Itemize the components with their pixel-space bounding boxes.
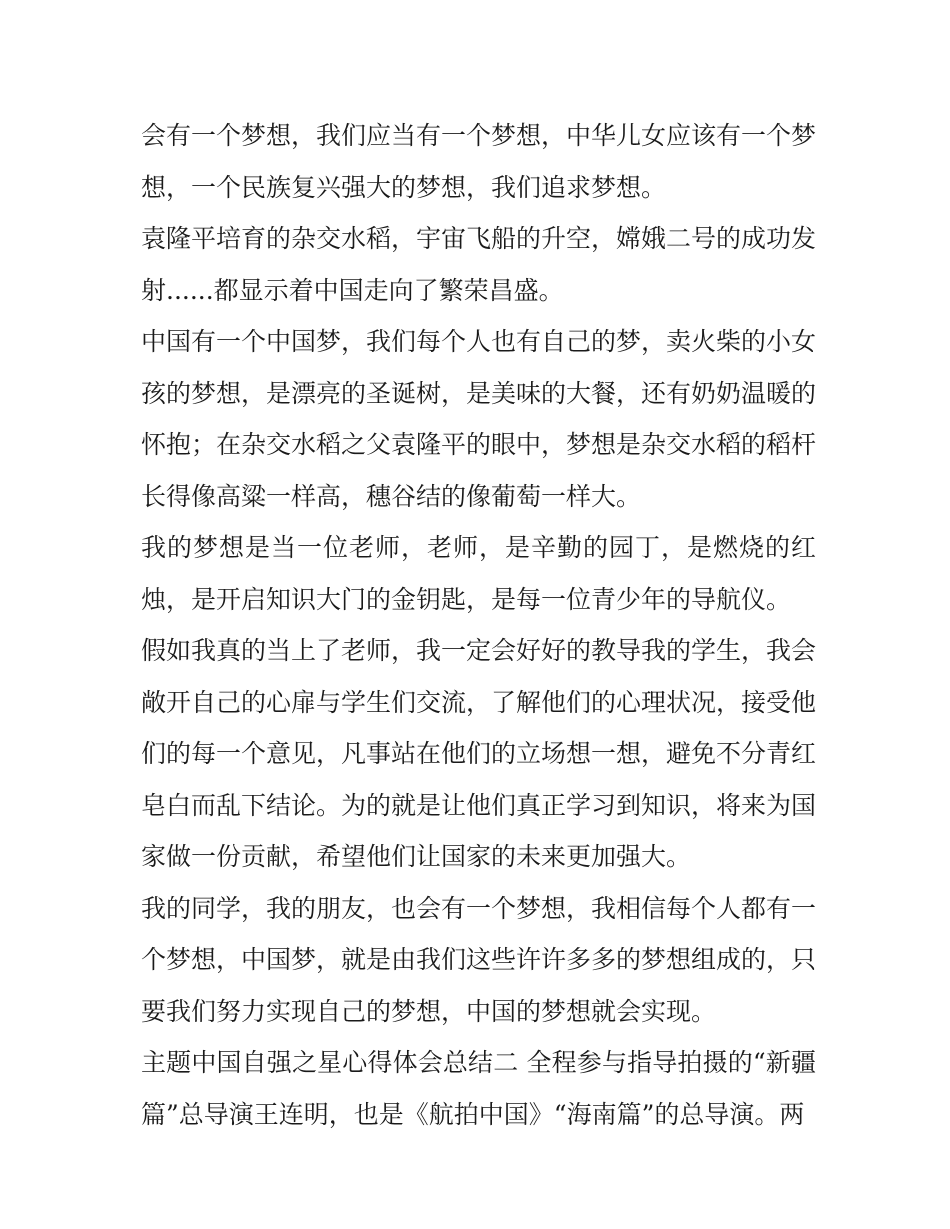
paragraph-5: 假如我真的当上了老师，我一定会好好的教导我的学生，我会敞开自己的心扉与学生们交流，了解他们的心理状况，接受他们的每一个意见，凡事站在他们的立场想一想，避免不分青红皂白而乱下结论。为的就是让他们真正学习到知识，将来为国家做一份贡献，希望他们让国家的未来更加强大。 <box>141 636 817 871</box>
paragraph-7: 主题中国自强之星心得体会总结二 全程参与指导拍摄的“新疆篇”总导演王连明，也是《航拍中国》“海南篇”的总导演。两 <box>141 1048 816 1129</box>
paragraph-1: 会有一个梦想，我们应当有一个梦想，中华儿女应该有一个梦想，一个民族复兴强大的梦想，我们追求梦想。 <box>141 121 817 202</box>
body-text <box>141 110 816 1140</box>
paragraph-2: 袁隆平培育的杂交水稻，宇宙飞船的升空，嫦娥二号的成功发射......都显示着中国走向了繁荣昌盛。 <box>141 224 817 305</box>
paragraph-4: 我的梦想是当一位老师，老师，是辛勤的园丁，是燃烧的红烛，是开启知识大门的金钥匙，是每一位青少年的导航仪。 <box>141 533 816 614</box>
paragraph-3: 中国有一个中国梦，我们每个人也有自己的梦，卖火柴的小女孩的梦想，是漂亮的圣诞树，是美味的大餐，还有奶奶温暖的怀抱；在杂交水稻之父袁隆平的眼中，梦想是杂交水稻的稻杆长得像高粱一样高，穗谷结的像葡萄一样大。 <box>141 327 817 511</box>
paragraph-6: 我的同学，我的朋友，也会有一个梦想，我相信每个人都有一个梦想，中国梦，就是由我们这些许许多多的梦想组成的，只要我们努力实现自己的梦想，中国的梦想就会实现。 <box>141 893 817 1026</box>
